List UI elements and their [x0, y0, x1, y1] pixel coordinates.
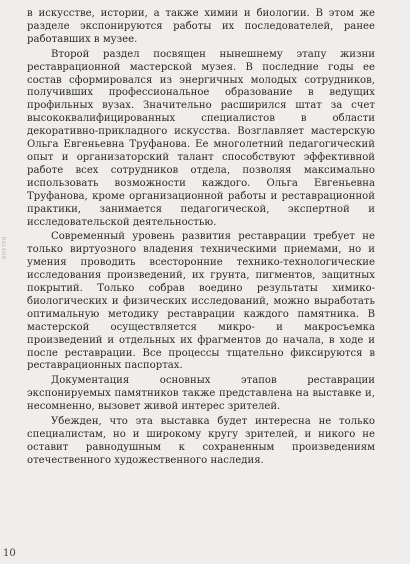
body-text: [27, 8, 375, 470]
paragraph-1: в искусстве, истории, а также химии и биологии. В этом же разделе экспонируются работы их последователей, ранее работавших в музее.: [27, 8, 375, 45]
paragraph-3: Современный уровень развития реставрации требует не только виртуозного владения техническими приемами, но и умения проводить всесторонние технико-технологические исследования произведений, их грунта, пигментов, защитных покрытий. Только собрав воедино результаты химико-биологических и физических исследований, можно выработать оптимальную методику реставрации каждого памятника. В мастерской осуществляется микро- и макросъемка произведений и отдельных их фрагментов до начала, в ходе и после реставрации. Все процессы тщательно фиксируются в реставрационных паспортах.: [27, 231, 375, 372]
paragraph-5: Убежден, что эта выставка будет интересна не только специалистам, но и широкому кругу зрителей, и никого не оставит равнодушным к сохраненным произведениям отечественного художественного наследия.: [27, 416, 375, 466]
paragraph-2: Второй раздел посвящен нынешнему этапу жизни реставрационной мастерской музея. В последние годы ее состав сформировался из энергичных молодых сотрудников, получивших профессиональное образование в ведущих профильных вузах. Значительно расширился штат за счет высококвалифицированных специалистов в области декоративно-прикладного искусства. Возглавляет мастерскую Ольга Евгеньевна Труфанова. Ее многолетний педагогический опыт и организаторский талант способствуют эффективной работе всех сотрудников отдела, позволяя максимально использовать возможности каждого. Ольга Евгеньевна Труфанова, кроме организационной работы и реставрационной практики, занимается педагогической, экспертной и исследовательской деятельностью.: [27, 48, 375, 228]
paragraph-4: Документация основных этапов реставрации экспонируемых памятников также представлена на выставке и, несомненно, вызовет живой интерес зрителей.: [27, 375, 375, 413]
margin-note: ВНУТРИ: [2, 236, 8, 260]
page-number: 10: [3, 548, 16, 559]
